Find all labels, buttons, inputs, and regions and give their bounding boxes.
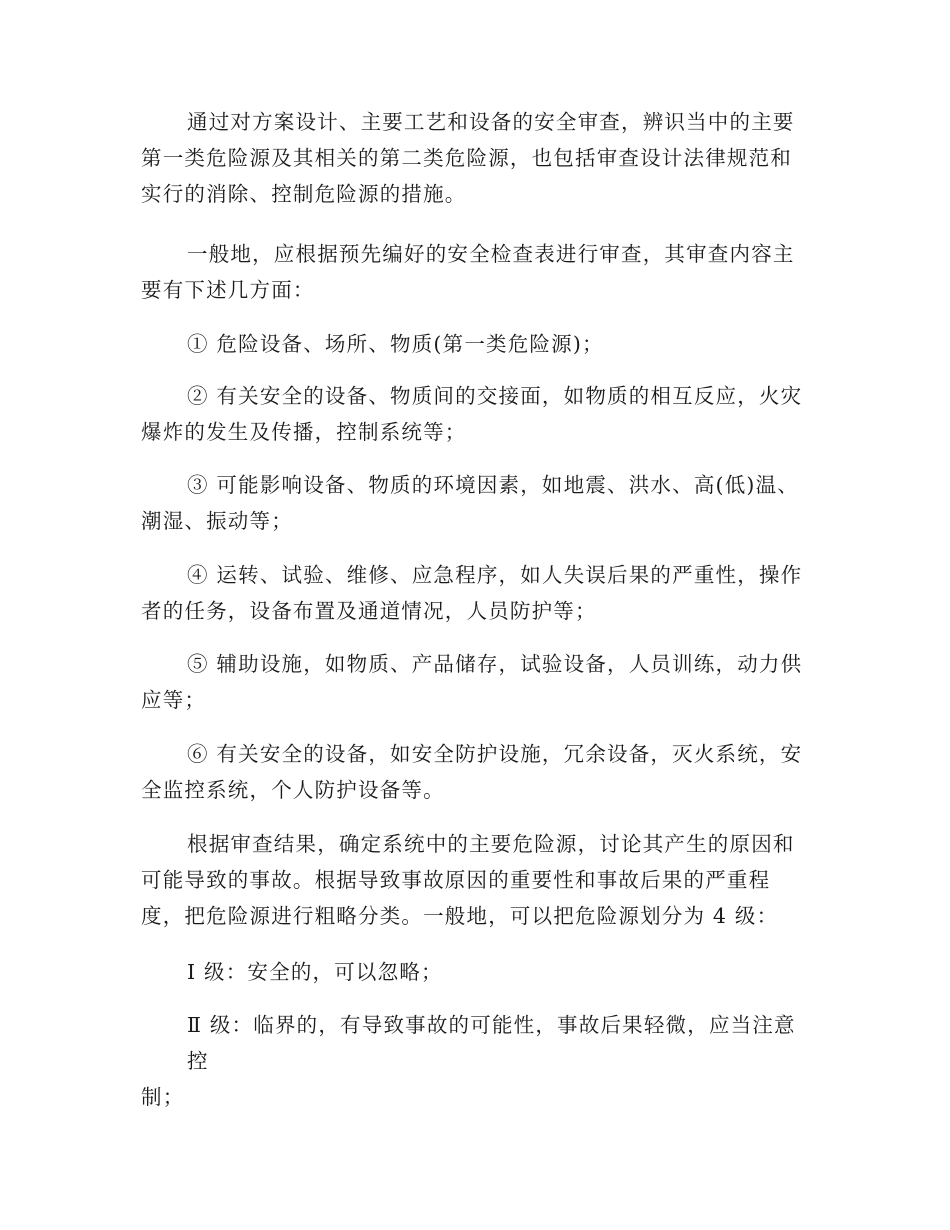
- paragraph-2: [141, 236, 811, 308]
- paragraph-line: 要有下述几方面：: [141, 278, 315, 302]
- paragraph-line: 通过对方案设计、主要工艺和设备的安全审查，辨识当中的主要: [187, 110, 795, 134]
- paragraph-line: ⑥ 有关安全的设备，如安全防护设施，冗余设备，灭火系统，安: [187, 742, 803, 766]
- paragraph-10: [141, 954, 811, 990]
- paragraph-line: 实行的消除、控制危险源的措施。: [141, 182, 467, 206]
- paragraph-line: 制；: [141, 1085, 185, 1109]
- paragraph-7: [141, 646, 811, 718]
- paragraph-5: [141, 467, 811, 539]
- paragraph-line: Ⅰ 级：安全的，可以忽略；: [187, 960, 443, 984]
- paragraph-line: ④ 运转、试验、维修、应急程序，如人失误后果的严重性，操作: [187, 563, 803, 587]
- paragraph-11: [141, 1007, 811, 1115]
- paragraph-8: [141, 736, 811, 808]
- paragraph-line: ② 有关安全的设备、物质间的交接面，如物质的相互反应，火灾: [187, 384, 803, 408]
- paragraph-line: 潮湿、振动等；: [141, 509, 293, 533]
- paragraph-4: [141, 378, 811, 450]
- paragraph-line: 应等；: [141, 688, 207, 712]
- paragraph-line: 爆炸的发生及传播，控制系统等；: [141, 420, 467, 444]
- paragraph-line: 者的任务，设备布置及通道情况，人员防护等；: [141, 599, 597, 623]
- paragraph-line: 全监控系统，个人防护设备等。: [141, 778, 445, 802]
- paragraph-line: ③ 可能影响设备、物质的环境因素，如地震、洪水、高(低)温、: [187, 473, 800, 497]
- paragraph-line: 第一类危险源及其相关的第二类危险源，也包括审查设计法律规范和: [141, 146, 792, 170]
- paragraph-3: [141, 326, 811, 362]
- paragraph-line: ① 危险设备、场所、物质(第一类危险源)；: [187, 332, 604, 356]
- paragraph-1: [141, 104, 811, 212]
- paragraph-line: 根据审查结果，确定系统中的主要危险源，讨论其产生的原因和: [187, 832, 795, 856]
- paragraph-line: 一般地，应根据预先编好的安全检查表进行审查，其审查内容主: [187, 242, 795, 266]
- paragraph-line: ⑤ 辅助设施，如物质、产品储存，试验设备，人员训练，动力供: [187, 652, 803, 676]
- paragraph-6: [141, 557, 811, 629]
- paragraph-line: 可能导致的事故。根据导致事故原因的重要性和事故后果的严重程: [141, 868, 771, 892]
- paragraph-9: [141, 826, 811, 934]
- paragraph-line: 度，把危险源进行粗略分类。一般地，可以把危险源划分为 4 级：: [141, 904, 779, 928]
- paragraph-line: Ⅱ 级：临界的，有导致事故的可能性，事故后果轻微，应当注意控: [187, 1013, 796, 1073]
